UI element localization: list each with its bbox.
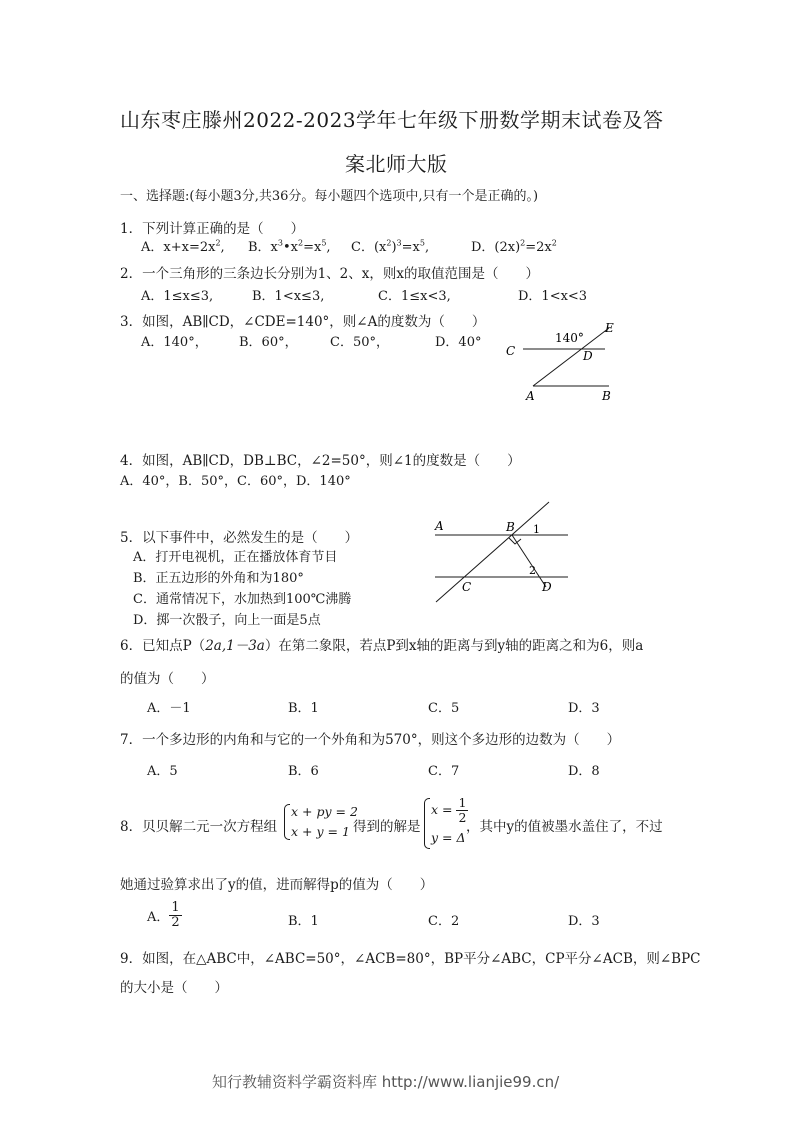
footer-watermark: 知行教辅资料学霸资料库 http://www.lianjie99.cn/ — [212, 1073, 560, 1091]
point-b-label: B — [602, 389, 611, 403]
question-6-option-b: B．1 — [288, 701, 319, 716]
point-c-label: C — [506, 344, 516, 358]
section-heading: 一、选择题:(每小题3分,共36分。每小题四个选项中,只有一个是正确的。) — [120, 189, 539, 204]
question-8-equation-system: x + py = 2 x + y = 1 — [283, 802, 358, 842]
question-1-option-a: A．$x+x=2x^2$, — [141, 238, 225, 255]
question-3-option-b: B．60°， — [239, 335, 298, 350]
point-d-label: D — [583, 349, 593, 363]
question-7-option-a: A．5 — [147, 764, 178, 779]
question-8-option-c: C．2 — [428, 914, 460, 929]
page-title-line1: 山东枣庄滕州2022-2023学年七年级下册数学期末试卷及答 — [120, 108, 664, 132]
question-1-option-b: B．$x^3•x^2=x^5$, — [248, 238, 331, 255]
question-1-option-c: C．$(x^2)^3=x^5$, — [351, 238, 430, 255]
question-2-option-c: C．1≤x<3, — [378, 289, 451, 304]
question-7-option-d: D．8 — [568, 764, 600, 779]
question-9-stem: 9．如图，在△ABC中，∠ABC=50°，∠ACB=80°，BP平分∠ABC，CP平分∠ACB，则∠BPC — [120, 951, 701, 967]
question-6-stem-line2: 的值为（ ） — [120, 671, 215, 687]
question-6-option-c: C．5 — [428, 701, 460, 716]
point-c-label: C — [462, 580, 472, 594]
question-6-option-d: D．3 — [568, 701, 600, 716]
question-4-stem: 4．如图，AB∥CD，DB⊥BC，∠2=50°，则∠1的度数是（ ） — [120, 453, 521, 469]
question-2-stem: 2．一个三角形的三条边长分别为1、2、x，则x的取值范围是（ ） — [120, 266, 539, 282]
point-b-label: B — [506, 520, 515, 534]
point-e-label: E — [605, 321, 614, 335]
question-5-option-c: C．通常情况下，水加热到100℃沸腾 — [133, 592, 352, 607]
question-3-option-d: D．40° — [435, 335, 482, 350]
question-3-stem: 3．如图，AB∥CD，∠CDE=140°，则∠A的度数为（ ） — [120, 314, 486, 330]
question-7-stem: 7．一个多边形的内角和与它的一个外角和为570°，则这个多边形的边数为（ ） — [120, 732, 621, 748]
question-9-stem-line2: 的大小是（ ） — [120, 980, 228, 996]
line-bc — [436, 502, 549, 602]
question-8-mid-text: 得到的解是 — [353, 819, 421, 835]
question-2-option-d: D．1<x<3 — [518, 289, 588, 304]
question-4-options: A．40°，B．50°，C．60°，D．140° — [120, 474, 351, 489]
point-a-label: A — [526, 389, 535, 403]
question-5-option-a: A．打开电视机，正在播放体育节目 — [133, 550, 338, 565]
question-8-prefix: 8．贝贝解二元一次方程组 — [120, 819, 278, 835]
question-8-solution: x = $\frac{1}{2}$ y = Δ — [423, 796, 468, 851]
question-8-option-a: A． $\frac{1}{2}$ — [147, 900, 180, 930]
question-5-option-b: B．正五边形的外角和为180° — [133, 571, 304, 586]
question-2-option-a: A．1≤x≤3, — [141, 289, 214, 304]
question-7-option-b: B．6 — [288, 764, 319, 779]
question-8-stem-line2: 她通过验算求出了y的值，进而解得p的值为（ ） — [120, 877, 434, 893]
page-title-line2: 案北师大版 — [345, 152, 448, 176]
angle-1-label: 1 — [533, 523, 540, 536]
question-8-option-d: D．3 — [568, 914, 600, 929]
question-7-option-c: C．7 — [428, 764, 460, 779]
question-3-figure — [495, 318, 630, 408]
question-6-option-a: A．－1 — [147, 701, 191, 716]
point-a-label: A — [435, 519, 444, 533]
question-8-option-b: B．1 — [288, 914, 319, 929]
point-d-label: D — [542, 580, 552, 594]
question-1-option-d: D．$(2x)^2=2x^2$ — [471, 238, 557, 255]
question-5-option-d: D．掷一次骰子，向上一面是5点 — [133, 613, 321, 628]
question-1-stem: 1．下列计算正确的是（ ） — [120, 221, 305, 237]
question-5-stem: 5．以下事件中，必然发生的是（ ） — [120, 530, 359, 546]
angle-2-label: 2 — [529, 564, 536, 577]
question-3-option-a: A．140°， — [141, 335, 208, 350]
question-5-figure — [425, 495, 575, 607]
question-3-option-c: C．50°， — [330, 335, 389, 350]
angle-label-140: 140° — [555, 331, 584, 345]
question-2-option-b: B．1<x≤3, — [252, 289, 325, 304]
question-6-stem: 6．已知点P（2a,1－3a）在第二象限，若点P到x轴的距离与到y轴的距离之和为6，则a — [120, 638, 644, 654]
question-8-suffix: ，其中y的值被墨水盖住了，不过 — [466, 819, 663, 835]
